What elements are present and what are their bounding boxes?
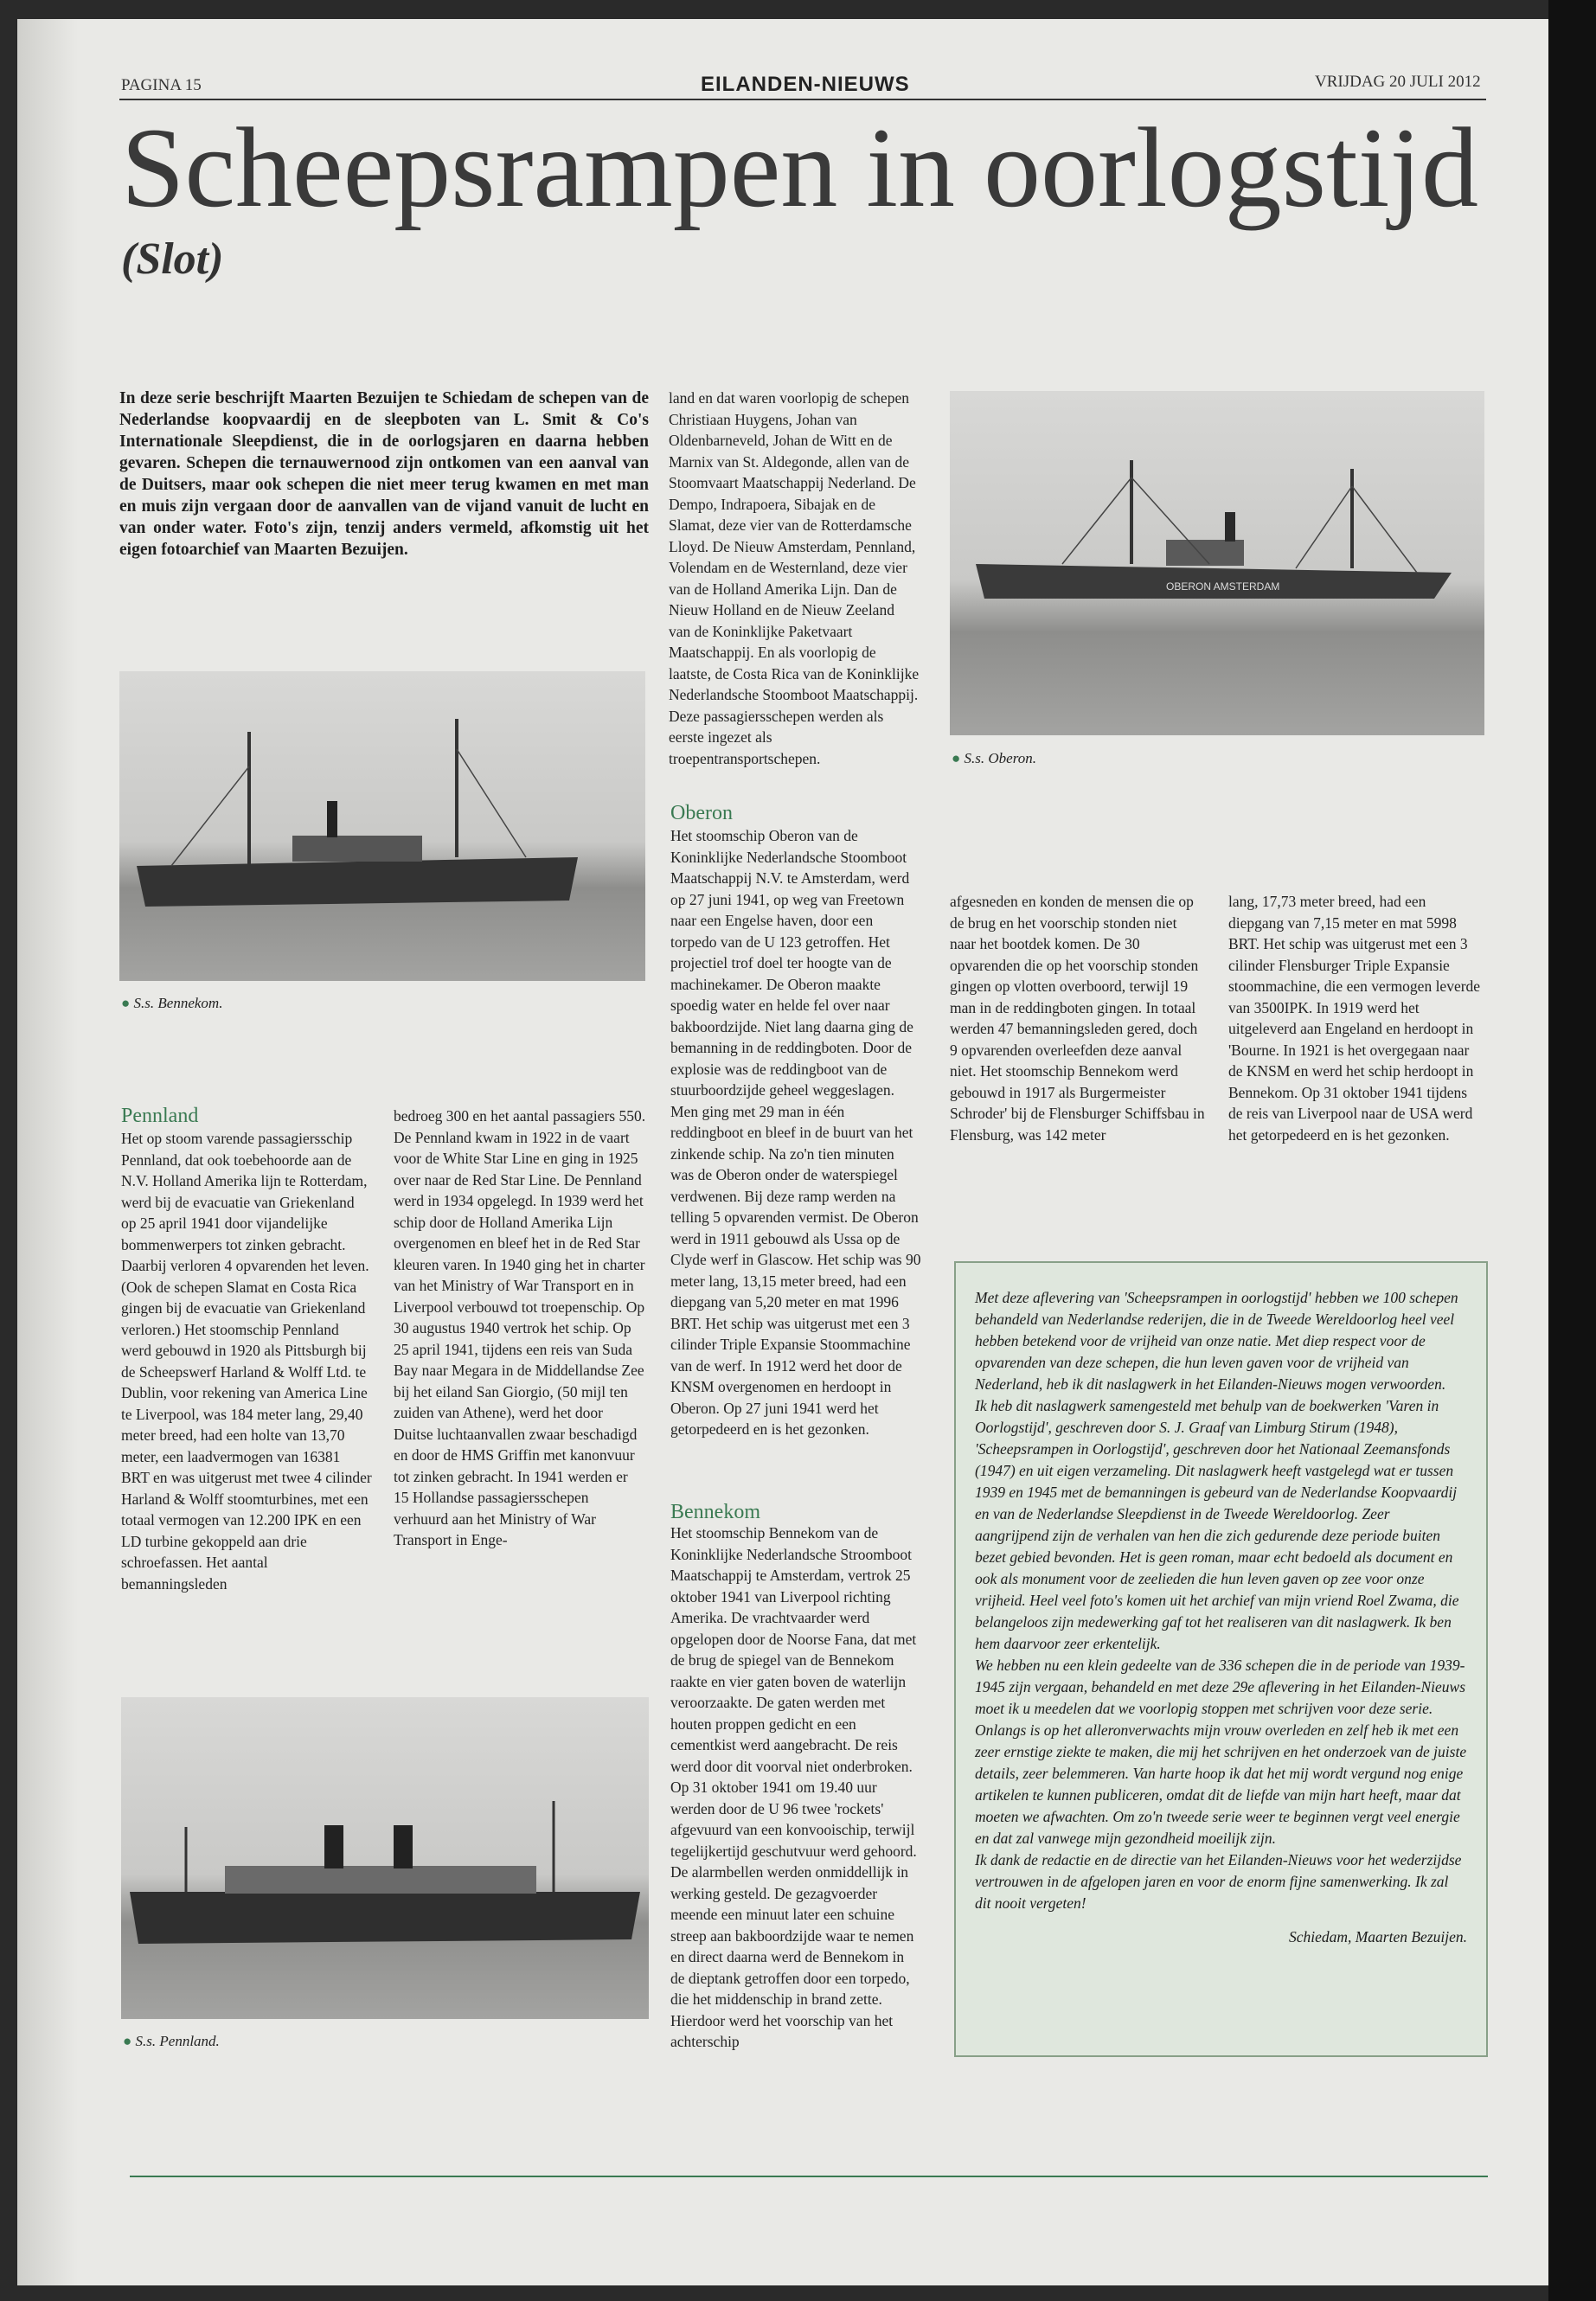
header-rule: [119, 99, 1486, 100]
pennland-text-col1: Het op stoom varende passagiersschip Pennland, dat ook toebehoorde aan de N.V. Holland Amerika lijn te Rotterdam, werd bij de evacuatie van Griekenland op 25 april 1941 door vijandelijke bommenwerpers tot zinken gebracht. Daarbij verloren 4 opvarenden het leven. (Ook de schepen Slamat en Costa Rica gingen bij de evacuatie van Griekenland verloren.) Het stoomschip Pennland werd gebouwd in 1920 als Pittsburgh bij de Scheepswerf Harland & Wolff Ltd. te Dublin, voor rekening van America Line te Liverpool, was 184 meter lang, 29,40 meter breed, had een holte van 13,70 meter, een laadvermogen van 16381 BRT en was uitgerust met twee 4 cilinder Harland & Wolff stoomturbines, met een totaal vermogen van 12.200 IPK en een LD turbine gekoppeld aan drie schroefassen. Het aantal bemanningsleden: [121, 1130, 372, 1593]
closing-paragraph-3: We hebben nu een klein gedeelte van de 336 schepen die in de periode van 1939-1945 zijn vergaan, behandeld en met deze 29e aflevering in het Eilanden-Nieuws moet ik u meedelen dat we voorlopig stoppen met schrijven voor deze serie. Onlangs is op het alleronverwachts mijn vrouw overleden en zelf heb ik met een zeer ernstige ziekte te maken, die mij het schrijven en het onderzoek van de juiste details, zeer belemmeren. Van harte hoop ik dat het mij wordt vergund nog enige artikelen te kunnen publiceren, omdat dit de liefde van mijn hart heeft, maar dat moeten we afwachten. Om zo'n tweede serie weer te beginnen vergt veel energie en dat zal vanwege mijn gezondheid moeilijk zijn.: [975, 1657, 1467, 1847]
closing-message-box: [954, 1261, 1488, 2057]
page-subtitle: (Slot): [121, 234, 224, 284]
bennekom-text-col2: afgesneden en konden de mensen die op de brug en het voorschip stonden niet naar het bootdek komen. De 30 opvarenden die op het voorschip stonden gingen op vlotten overboord, terwijl 19 man in de reddingboten gingen. In totaal werden 47 bemanningsleden gered, doch 9 opvarenden overleefden deze aanval niet. Het stoomschip Bennekom werd gebouwd in 1917 als Burgermeister Schroder' bij de Flensburger Schiffsbau in Flensburg, was 142 meter: [950, 893, 1205, 1144]
scan-border: [1548, 0, 1596, 2301]
issue-date: VRIJDAG 20 JULI 2012: [1315, 73, 1481, 91]
oberon-text: Het stoomschip Oberon van de Koninklijke Nederlandsche Stoomboot Maatschappij N.V. te Amsterdam, werd op 27 juni 1941, op weg van Freetown naar een Engelse haven, door een torpedo van de U 123 getroffen. Het projectiel trof doel ter hoogte van de machinekamer. De Oberon maakte spoedig water en helde fel over naar bakboordzijde. Niet lang daarna ging de bemanning in de reddingboten. Door de explosie was de reddingboot van de stuurboordzijde geheel weggeslagen. Men ging met 29 man in één reddingboot en bleef in de buurt van het zinkende schip. Na zo'n tien minuten was de Oberon onder de waterspiegel verdwenen. Bij deze ramp werden na telling 5 opvarenden vermist. De Oberon werd in 1911 gebouwd als Ussa op de Clyde werf in Glascow. Het schip was 90 meter lang, 13,15 meter breed, had een diepgang van 5,20 meter en mat 1996 BRT. Het schip was uitgerust met een 3 cilinder Triple Expansie Stoommachine van de werf. In 1912 werd het door de KNSM overgenomen en herdoopt in Oberon. Op 27 juni 1941 werd het getorpedeerd en is het gezonken.: [670, 827, 921, 1438]
pennland-text-col2: bedroeg 300 en het aantal passagiers 550. De Pennland kwam in 1922 in de vaart voor de White Star Line en ging in 1925 over naar de Red Star Line. De Pennland werd in 1934 opgelegd. In 1939 werd het schip door de Holland Amerika Lijn overgenomen en bleef het in de Red Star kleuren varen. In 1940 ging het in charter van het Ministry of War Transport en in Liverpool verbouwd tot troepenschip. Op 30 augustus 1940 vertrok het schip. Op 25 april 1941, tijdens een reis van Suda Bay naar Megara in de Middellandse Zee bij het eiland San Giorgio, (50 mijl ten zuiden van Athene), werd het door Duitse luchtaanvallen zwaar beschadigd en door de HMS Griffin met kanonvuur tot zinken gebracht. In 1941 werden er 15 Hollandse passagiersschepen verhuurd aan het Ministry of War Transport in Enge-: [394, 1107, 646, 1548]
ship-bennekom-illustration: [119, 671, 645, 981]
masthead: EILANDEN-NIEUWS: [701, 73, 910, 96]
pennland-photo: [121, 1697, 649, 2019]
ship-pennland-illustration: [121, 1697, 649, 2019]
ship-oberon-illustration: [950, 391, 1484, 735]
closing-paragraph-1: Met deze aflevering van 'Scheepsrampen in oorlogstijd' hebben we 100 schepen behandeld van Nederlandse rederijen, die in de Tweede Wereldoorlog heel veel hebben betekend voor de vrijheid van onze natie. Met diep respect voor de opvarenden van deze schepen, die hun leven gaven voor de vrijheid van Nederland, heb ik dit naslagwerk in het Eilanden-Nieuws mogen verwoorden.: [975, 1289, 1458, 1393]
closing-paragraph-2: Ik heb dit naslagwerk samengesteld met behulp van de boekwerken 'Varen in Oorlogstijd', geschreven door S. J. Graaf van Limburg Stirum (1948), 'Scheepsrampen in Oorlogstijd', geschreven door het Nationaal Zeemansfonds (1947) en uit eigen verzameling. Dit naslagwerk heeft vastgelegd wat er tussen 1939 en 1945 met de bemanningen is gebeurd van de Nederlandse Koopvaardij en van de Nederlandse Sleepdienst in de Tweede Wereldoorlog. Zeer aangrijpend zijn de verhalen van hen die zich gedurende deze periode buiten bezet gebied bevonden. Het is geen roman, maar echt bedoeld als document en ook als monument voor de zeelieden die hun leven gaven op zee voor onze vrijheid. Heel veel foto's komen uit het archief van mijn vriend Roel Zwama, die belangeloos zijn medewerking gaf tot het realiseren van dit naslagwerk. Ik ben hem daarvoor zeer erkentelijk.: [975, 1397, 1459, 1652]
caption-oberon: ● S.s. Oberon.: [952, 750, 1036, 766]
oberon-photo: [950, 391, 1484, 735]
heading-bennekom: Bennekom: [670, 1501, 760, 1523]
page-number: PAGINA 15: [121, 76, 202, 94]
bennekom-photo: [119, 671, 645, 981]
bennekom-text: Het stoomschip Bennekom van de Koninklijke Nederlandsche Stroomboot Maatschappij te Amsterdam, vertrok 25 oktober 1941 van Liverpool richting Amerika. De vrachtvaarder werd opgelopen door de Noorse Fana, dat met de brug de spiegel van de Bennekom raakte en vier gaten boven de waterlijn veroorzaakte. De gaten werden met houten proppen gedicht en een cementkist werd aangebracht. De reis werd door dit voorval niet onderbroken. Op 31 oktober 1941 om 19.40 uur werden door de U 96 twee 'rockets' afgevuurd van een konvooischip, terwijl tegelijkertijd geschutvuur werd gehoord. De alarmbellen werden onmiddellijk in werking gesteld. De gezagvoerder meende een minuut later een schuine streep aan bakboordzijde waar te nemen en direct daarna werd de Bennekom in de dieptank getroffen door een torpedo, die het middenschip in brand zette. Hierdoor werd het voorschip van het achterschip: [670, 1524, 917, 2050]
closing-signature: Schiedam, Maarten Bezuijen.: [1288, 1928, 1467, 1945]
heading-pennland: Pennland: [121, 1105, 199, 1127]
bennekom-text-col3: lang, 17,73 meter breed, had een diepgang van 7,15 meter en mat 5998 BRT. Het schip was uitgerust met een 3 cilinder Flensburger Triple Expansie stoommachine, die een vermogen leverde van 3500IPK. In 1919 werd het uitgeleverd aan Engeland en herdoopt in 'Bourne. In 1921 is het overgegaan naar de KNSM en werd het schip herdoopt in Bennekom. Op 31 oktober 1941 tijdens de reis van Liverpool naar de USA werd het getorpedeerd en is het gezonken.: [1228, 893, 1481, 1144]
page-fold-edge: [17, 19, 78, 2285]
page-title: Scheepsrampen in oorlogstijd: [121, 104, 1479, 231]
caption-bennekom: ● S.s. Bennekom.: [121, 995, 223, 1011]
caption-pennland: ● S.s. Pennland.: [123, 2033, 220, 2049]
hull-lettering: OBERON AMSTERDAM: [1166, 580, 1280, 593]
intro-continuation: land en dat waren voorlopig de schepen Christiaan Huygens, Johan van Oldenbarneveld, Johan de Witt en de Marnix van St. Aldegonde, allen van de Stoomvaart Maatschappij Nederland. De Dempo, Indrapoera, Sibajak en de Slamat, deze vier van de Rotterdamsche Lloyd. De Nieuw Amsterdam, Pennland, Volendam en de Westernland, deze vier van de Holland Amerika Lijn. Dan de Nieuw Holland en de Nieuw Zeeland van de Koninklijke Paketvaart Maatschappij. En als voorlopig de laatste, de Costa Rica van de Koninklijke Nederlandsche Stoomboot Maatschappij. Deze passagiersschepen werden als eerste ingezet als troepentransportschepen.: [669, 389, 920, 767]
heading-oberon: Oberon: [670, 802, 733, 824]
footer-rule: [130, 2176, 1488, 2177]
closing-paragraph-4: Ik dank de redactie en de directie van het Eilanden-Nieuws voor het wederzijdse vertrouwen in de afgelopen jaren en voor de enorm fijne samenwerking. Ik zal dit nooit vergeten!: [975, 1851, 1462, 1912]
intro-text: In deze serie beschrijft Maarten Bezuijen te Schiedam de schepen van de Nederlandse koopvaardij en de sleepboten van L. Smit & Co's Internationale Sleepdienst, die in de oorlogsjaren en daarna hebben gevaren. Schepen die ternauwernood zijn ontkomen van een aanval van de Duitsers, maar ook schepen die niet meer terug kwamen en met man en muis zijn vergaan door de aanvallen van de vijand vanuit de lucht en van onder water. Foto's zijn, tenzij anders vermeld, afkomstig uit het eigen fotoarchief van Maarten Bezuijen.: [119, 389, 649, 559]
